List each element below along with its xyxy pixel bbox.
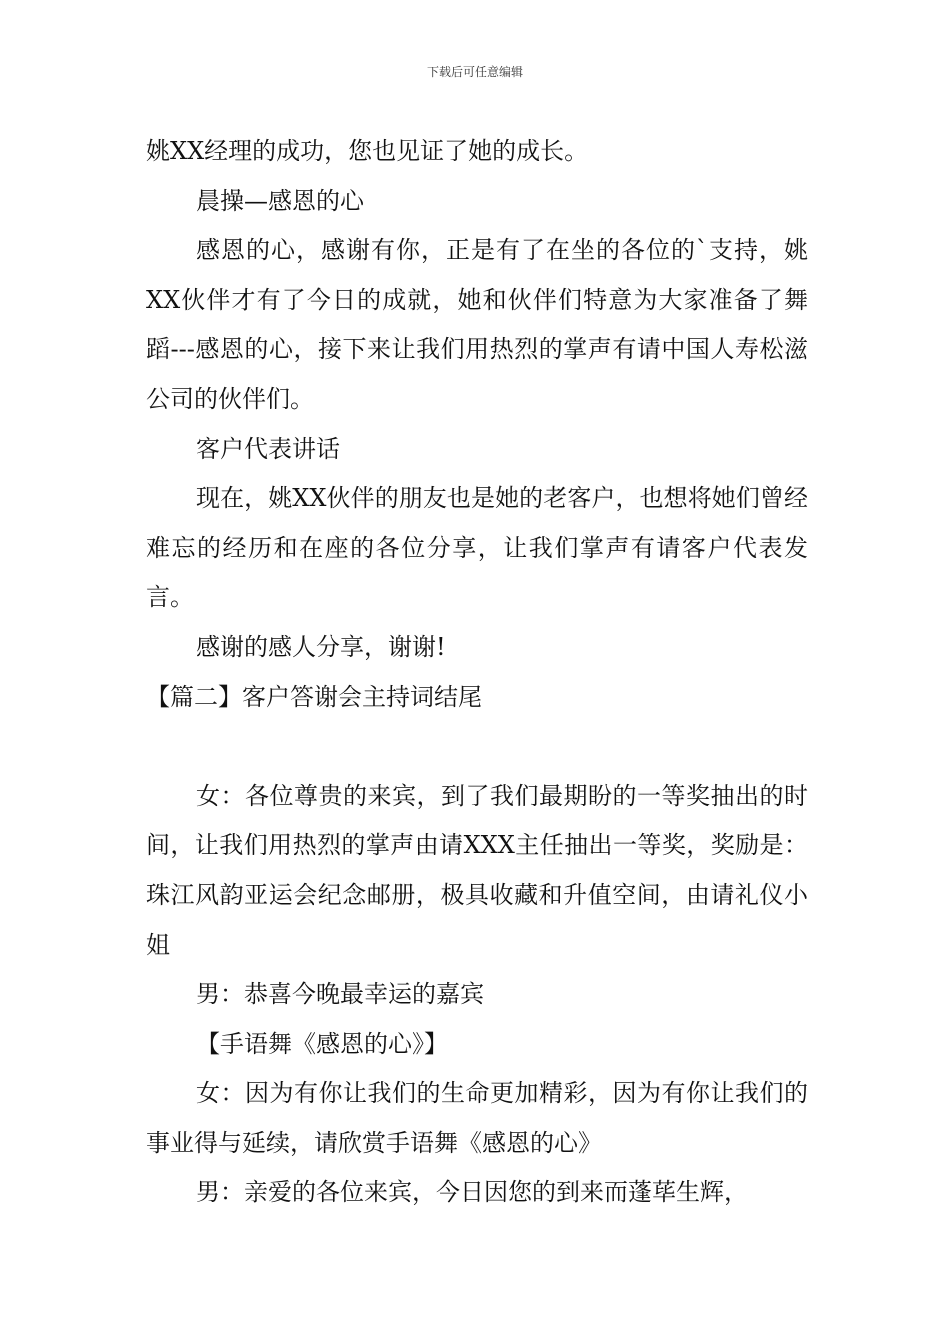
document-body [146,127,808,1218]
paragraph-thanks: 感恩的心，感谢有你，正是有了在坐的各位的`支持，姚XX伙伴才有了今日的成就，她和伙伴们特意为大家准备了舞蹈---感恩的心，接下来让我们用热烈的掌声有请中国人寿松滋公司的伙伴们。 [146,236,808,413]
chapter-heading: 【篇二】客户答谢会主持词结尾 [146,682,482,711]
paragraph-thanks-sharing: 感谢的感人分享，谢谢! [196,632,446,661]
paragraph-sign-dance: 女：因为有你让我们的生命更加精彩，因为有你让我们的事业得与延续，请欣赏手语舞《感恩的心》 [146,1079,808,1157]
paragraph-welcome: 男：亲爱的各位来宾，今日因您的到来而蓬荜生辉， [196,1178,748,1207]
paragraph-congrats: 男：恭喜今晚最幸运的嘉宾 [196,980,484,1009]
section-heading-customer-speech: 客户代表讲话 [196,434,340,463]
section-heading-morning-exercise: 晨操—感恩的心 [196,186,364,215]
section-heading-sign-dance: 【手语舞《感恩的心》】 [196,1029,448,1058]
page-header: 下载后可任意编辑 [426,65,523,79]
paragraph-customer-speech: 现在，姚XX伙伴的朋友也是她的老客户，也想将她们曾经难忘的经历和在座的各位分享，让我们掌声有请客户代表发言。 [146,484,808,612]
paragraph-first-prize: 女：各位尊贵的来宾，到了我们最期盼的一等奖抽出的时间，让我们用热烈的掌声由请XXX主任抽出一等奖，奖励是：珠江风韵亚运会纪念邮册，极具收藏和升值空间，由请礼仪小姐 [146,781,808,959]
blank-line [146,722,808,772]
paragraph-continuation: 姚XX经理的成功，您也见证了她的成长。 [146,137,589,165]
